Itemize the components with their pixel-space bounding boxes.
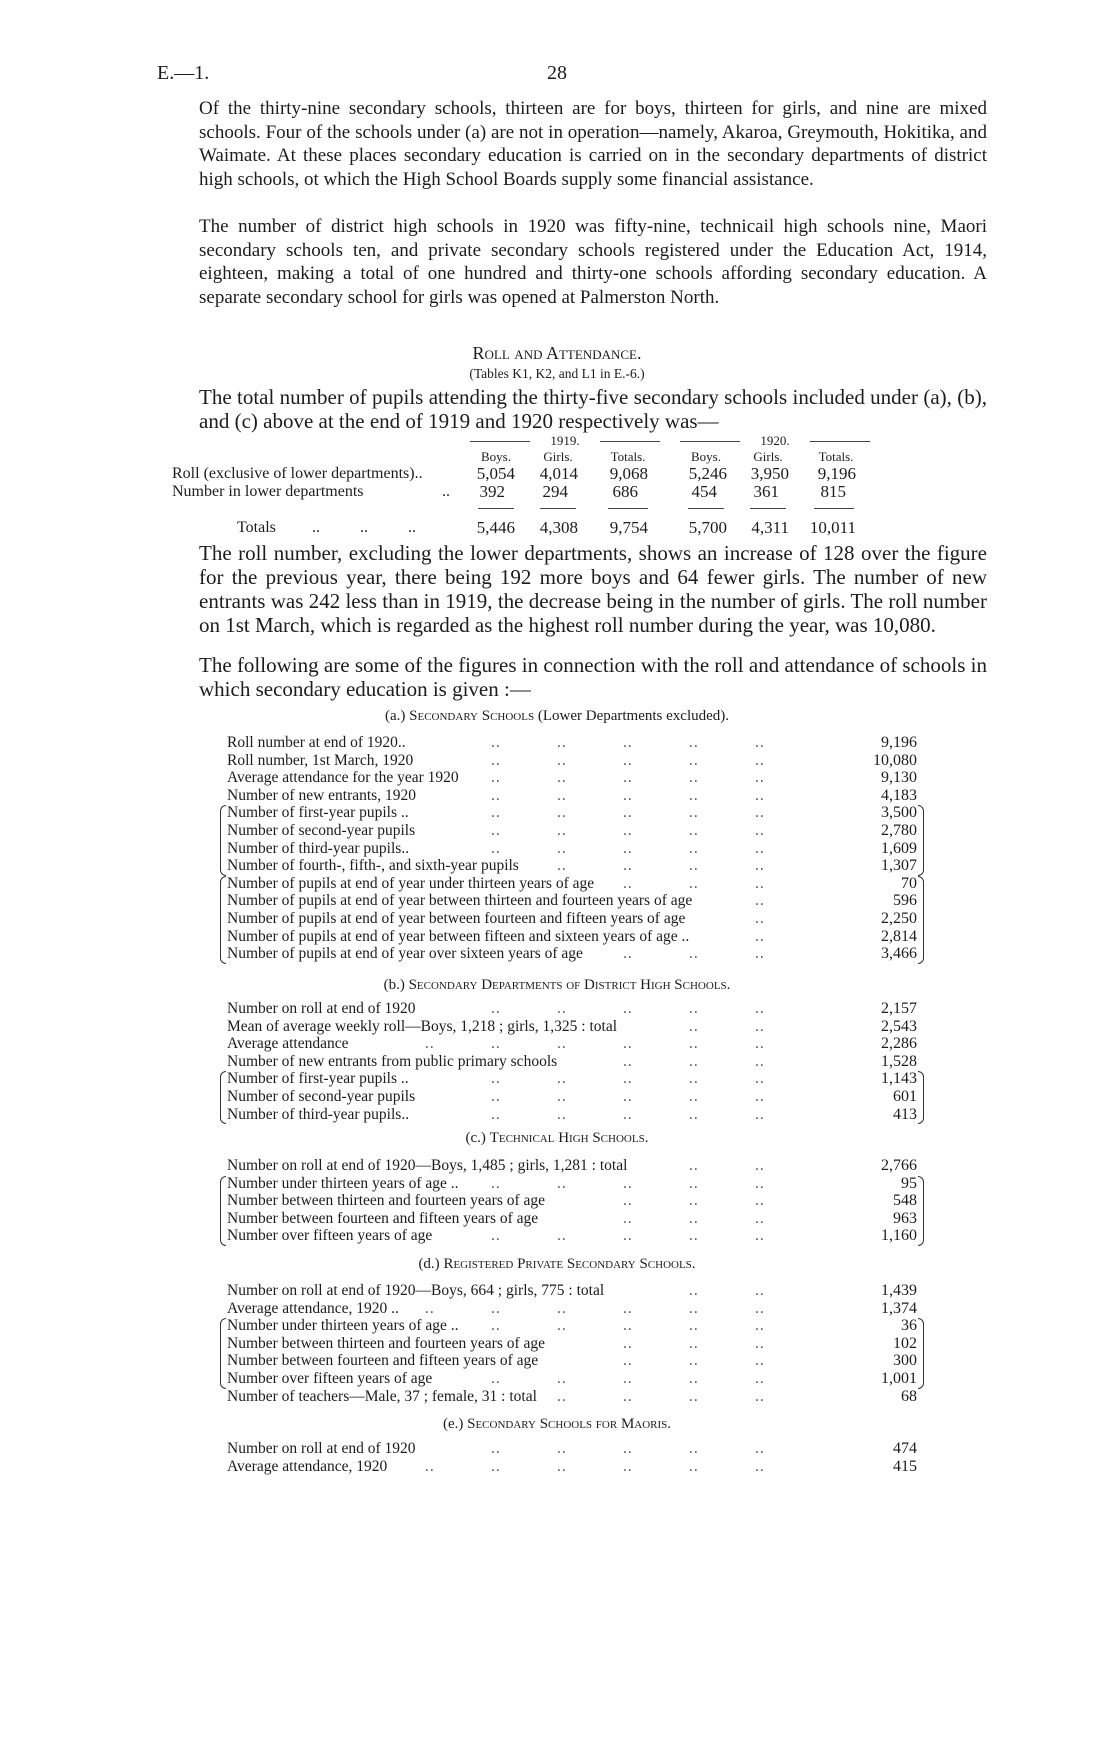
right-brace: [918, 1071, 924, 1124]
intro-paragraph-1: Of the thirty-nine secondary schools, thirteen are for boys, thirteen for girls, and nine are mixed schools. Four of the schools under (a) are not in operation—namely, Akaroa, Greymouth, Hokitika, and Waimate. At these places secondary education is carried on in the secondary departments of district high schools, ot which the High School Boards supply some financial assistance.: [199, 98, 987, 190]
section-title-text: Registered Private Secondary Schools.: [443, 1256, 696, 1272]
section-title: [0, 708, 1114, 725]
stat-value: 1,609: [881, 839, 917, 857]
stat-label: Mean of average weekly roll—Boys, 1,218 ; girls, 1,325 : total: [227, 1017, 618, 1035]
totals-dots: .. .. ..: [312, 519, 416, 536]
stat-row: Number of pupils at end of year between thirteen and fourteen years of age 596 ..: [227, 892, 917, 910]
stat-label: Number on roll at end of 1920—Boys, 664 ; girls, 775 : total: [227, 1282, 605, 1299]
stat-row: Number under thirteen years of age .. 95 .. .. .. .. ..: [227, 1174, 917, 1192]
stat-value: 2,814: [881, 927, 917, 945]
stat-row: Number of fourth-, fifth-, and sixth-year pupils 1,307 .. .. .. ..: [227, 857, 917, 875]
section-suffix: (Lower Departments excluded).: [534, 708, 730, 724]
stat-row: Average attendance 2,286 .. .. .. .. .. ..: [227, 1035, 917, 1053]
stat-value: 300: [893, 1352, 917, 1370]
left-brace: [220, 876, 226, 964]
section-prefix: (e.): [442, 1416, 468, 1432]
col-girls-1919: Girls.: [543, 449, 573, 464]
row-label: Number in lower departments: [172, 483, 364, 500]
stat-row: Number of new entrants, 1920 4,183 .. .. .. .. ..: [227, 786, 917, 804]
col-girls-1920: Girls.: [753, 449, 783, 464]
totals-label: Totals: [237, 519, 276, 536]
stat-value: 2,286: [881, 1035, 917, 1053]
right-brace: [918, 1318, 924, 1388]
year-1920: 1920.: [680, 433, 870, 449]
stat-value: 9,196: [881, 734, 917, 751]
following-paragraph: The following are some of the figures in connection with the roll and attendance of schools in which secondary education is given :—: [199, 653, 987, 701]
stat-row: Number on roll at end of 1920 474 .. .. .. .. ..: [227, 1440, 917, 1457]
stat-label: Number of third-year pupils..: [227, 1105, 410, 1123]
stat-label: Number of fourth-, fifth-, and sixth-year pupils: [227, 857, 519, 875]
roll-paragraph: The roll number, excluding the lower departments, shows an increase of 128 over the figure for the previous year, there being 192 more boys and 64 fewer girls. The number of new entrants was 242 less than in 1919, the decrease being in the number of girls. The roll number on 1st March, which is regarded as the highest roll number during the year, was 10,080.: [199, 541, 987, 637]
section-title: [0, 1416, 1114, 1433]
left-brace: [220, 805, 226, 875]
stat-value: 2,780: [881, 822, 917, 839]
stat-value: 10,080: [873, 751, 917, 769]
stat-value: 95: [901, 1174, 917, 1192]
stat-row: Number on roll at end of 1920 2,157 .. .. .. .. ..: [227, 1000, 917, 1017]
stat-label: Number of third-year pupils..: [227, 839, 410, 857]
stat-value: 2,157: [881, 1000, 917, 1017]
stat-row: Number under thirteen years of age .. 36 .. .. .. .. ..: [227, 1317, 917, 1335]
stat-row: Number of new entrants from public primary schools 1,528 .. .. ..: [227, 1052, 917, 1070]
cell: 5,246: [688, 464, 727, 483]
stat-label: Average attendance, 1920: [227, 1457, 388, 1475]
section-title: [0, 1130, 1114, 1147]
cell: 4,311: [751, 518, 789, 537]
stat-row: Number between fourteen and fifteen years of age 963 .. .. ..: [227, 1209, 917, 1227]
stat-value: 413: [893, 1105, 917, 1123]
stat-label: Number of second-year pupils: [227, 822, 416, 839]
section-title-text: Secondary Schools: [409, 708, 535, 724]
cell: 5,446: [476, 518, 515, 537]
stat-label: Number of pupils at end of year between thirteen and fourteen years of age: [227, 892, 693, 910]
stat-row: Number between thirteen and fourteen years of age 548 .. .. ..: [227, 1192, 917, 1210]
tables-note: (Tables K1, K2, and L1 in E.-6.): [469, 366, 645, 381]
stat-row: Number over fifteen years of age 1,160 .. .. .. .. ..: [227, 1227, 917, 1245]
stat-value: 1,439: [881, 1282, 917, 1299]
cell: 3,950: [750, 464, 789, 483]
stat-label: Roll number at end of 1920..: [227, 734, 406, 751]
stat-value: 2,543: [881, 1017, 917, 1035]
col-totals-1919: Totals.: [610, 449, 646, 464]
stat-value: 3,500: [881, 804, 917, 822]
section-title: [0, 1256, 1114, 1273]
rule: [688, 508, 724, 509]
stat-label: Number between fourteen and fifteen years of age: [227, 1209, 539, 1227]
stat-value: 102: [893, 1334, 917, 1352]
stat-value: 4,183: [881, 786, 917, 804]
col-totals-1920: Totals.: [818, 449, 854, 464]
section-title: [0, 977, 1114, 994]
section-title-text: Secondary Departments of District High Schools.: [408, 977, 731, 993]
stat-row: Number of pupils at end of year over sixteen years of age 3,466 .. .. ..: [227, 945, 917, 963]
stat-value: 36: [901, 1317, 917, 1335]
stat-label: Roll number, 1st March, 1920: [227, 751, 414, 769]
report-code: E.—1.: [157, 62, 210, 84]
stat-row: Number of second-year pupils 2,780 .. .. .. .. ..: [227, 822, 917, 839]
stat-label: Number of pupils at end of year over sixteen years of age: [227, 945, 583, 963]
stat-row: Mean of average weekly roll—Boys, 1,218 ; girls, 1,325 : total 2,543 .. ..: [227, 1017, 917, 1035]
stat-value: 68: [901, 1387, 917, 1405]
stat-label: Number under thirteen years of age ..: [227, 1174, 459, 1192]
stat-label: Number of first-year pupils ..: [227, 804, 409, 822]
section-title-text: Technical High Schools.: [489, 1130, 649, 1146]
section-prefix: (b.): [383, 977, 409, 993]
stat-row: Number of pupils at end of year between fifteen and sixteen years of age .. 2,814 ..: [227, 927, 917, 945]
stat-value: 963: [893, 1209, 917, 1227]
stat-label: Number of pupils at end of year between fifteen and sixteen years of age ..: [227, 927, 690, 945]
cell: 10,011: [809, 518, 856, 537]
row-label: Roll (exclusive of lower departments)..: [172, 465, 423, 482]
cell: 5,054: [476, 464, 515, 483]
stat-label: Number over fifteen years of age: [227, 1370, 433, 1387]
stat-label: Number over fifteen years of age: [227, 1227, 433, 1245]
stat-label: Number of pupils at end of year under thirteen years of age: [227, 874, 595, 892]
stat-value: 601: [893, 1088, 917, 1105]
stat-label: Number of second-year pupils: [227, 1088, 416, 1105]
stat-row: Roll number, 1st March, 1920 10,080 .. .. .. .. ..: [227, 751, 917, 769]
stat-row: Number of third-year pupils.. 1,609 .. .. .. .. ..: [227, 839, 917, 857]
year-1919: 1919.: [470, 433, 660, 449]
rule: [478, 508, 514, 509]
stat-value: 2,766: [881, 1157, 917, 1174]
right-brace: [918, 876, 924, 964]
cell: 686: [612, 482, 638, 501]
stat-row: Average attendance, 1920 415 .. .. .. .. .. ..: [227, 1457, 917, 1475]
stat-label: Number between thirteen and fourteen years of age: [227, 1192, 546, 1210]
section-title-text: Secondary Schools for Maoris.: [467, 1416, 672, 1432]
section-prefix: (d.): [418, 1256, 444, 1272]
stat-value: 1,160: [881, 1227, 917, 1245]
stat-row: Number of second-year pupils 601 .. .. .. .. ..: [227, 1088, 917, 1105]
stat-row: Number between thirteen and fourteen years of age 102 .. .. ..: [227, 1334, 917, 1352]
cell: 4,014: [539, 464, 578, 483]
stat-row: Number of first-year pupils .. 3,500 .. .. .. .. ..: [227, 804, 917, 822]
col-boys-1920: Boys.: [691, 449, 721, 464]
rule: [750, 508, 786, 509]
stat-row: Average attendance for the year 1920 9,130 .. .. .. .. ..: [227, 769, 917, 787]
stat-value: 1,528: [881, 1052, 917, 1070]
cell: 294: [542, 482, 568, 501]
page-number: 28: [547, 62, 567, 84]
stat-row: Number of third-year pupils.. 413 .. .. .. .. ..: [227, 1105, 917, 1123]
stat-row: Number of teachers—Male, 37 ; female, 31 : total 68 .. .. .. ..: [227, 1387, 917, 1405]
stat-row: Number of pupils at end of year under thirteen years of age 70 .. .. ..: [227, 874, 917, 892]
cell: 361: [753, 482, 779, 501]
stat-row: Number of pupils at end of year between fourteen and fifteen years of age 2,250 ..: [227, 910, 917, 927]
roll-lead-paragraph: The total number of pupils attending the thirty-five secondary schools included under (a), (b), and (c) above at the end of 1919 and 1920 respectively was—: [199, 385, 987, 433]
stat-value: 1,374: [881, 1299, 917, 1317]
cell: 9,068: [609, 464, 648, 483]
cell: 4,308: [539, 518, 578, 537]
stat-label: Number of pupils at end of year between fourteen and fifteen years of age: [227, 910, 686, 927]
section-prefix: (c.): [465, 1130, 490, 1146]
stat-value: 1,307: [881, 857, 917, 875]
cell: 454: [691, 482, 717, 501]
right-brace: [918, 1176, 924, 1246]
cell: 9,196: [817, 464, 856, 483]
cell: 815: [820, 482, 846, 501]
stat-label: Number of teachers—Male, 37 ; female, 31 : total: [227, 1387, 537, 1405]
row-dots: ..: [442, 483, 450, 500]
stat-row: Number on roll at end of 1920—Boys, 664 ; girls, 775 : total 1,439 .. ..: [227, 1282, 917, 1299]
stat-row: Number of first-year pupils .. 1,143 .. .. .. .. ..: [227, 1070, 917, 1088]
stat-value: 2,250: [881, 910, 917, 927]
left-brace: [220, 1176, 226, 1246]
rule: [540, 508, 576, 509]
stat-value: 548: [893, 1192, 917, 1210]
stat-label: Number under thirteen years of age ..: [227, 1317, 459, 1335]
stat-row: Roll number at end of 1920.. 9,196 .. .. .. .. ..: [227, 734, 917, 751]
rule: [608, 508, 648, 509]
stat-label: Number on roll at end of 1920: [227, 1440, 416, 1457]
cell: 392: [479, 482, 505, 501]
rule: [814, 508, 854, 509]
stat-label: Average attendance, 1920 ..: [227, 1299, 399, 1317]
intro-paragraph-2: The number of district high schools in 1920 was fifty-nine, technicail high schools nine, Maori secondary schools ten, and private secondary schools registered under the Education Act, 1914, eighteen, making a total of one hundred and thirty-one schools affording secondary education. A separate secondary school for girls was opened at Palmerston North.: [199, 216, 987, 308]
stat-label: Number on roll at end of 1920—Boys, 1,485 ; girls, 1,281 : total: [227, 1157, 628, 1174]
stat-row: Average attendance, 1920 .. 1,374 .. .. .. .. .. ..: [227, 1299, 917, 1317]
left-brace: [220, 1318, 226, 1388]
stat-label: Number of first-year pupils ..: [227, 1070, 409, 1088]
stat-label: Number of new entrants from public primary schools: [227, 1052, 558, 1070]
stat-value: 3,466: [881, 945, 917, 963]
stat-value: 1,143: [881, 1070, 917, 1088]
stat-value: 415: [893, 1457, 917, 1475]
stat-row: Number on roll at end of 1920—Boys, 1,485 ; girls, 1,281 : total 2,766 .. ..: [227, 1157, 917, 1174]
stat-row: Number between fourteen and fifteen years of age 300 .. .. ..: [227, 1352, 917, 1370]
left-brace: [220, 1071, 226, 1124]
right-brace: [918, 805, 924, 875]
stat-label: Number between thirteen and fourteen years of age: [227, 1334, 546, 1352]
cell: 5,700: [688, 518, 727, 537]
stat-value: 9,130: [881, 769, 917, 787]
stat-value: 474: [893, 1440, 917, 1457]
stat-label: Number on roll at end of 1920: [227, 1000, 416, 1017]
stat-value: 70: [901, 874, 917, 892]
stat-value: 1,001: [881, 1370, 917, 1387]
stat-label: Average attendance for the year 1920: [227, 769, 459, 787]
cell: 9,754: [609, 518, 648, 537]
stat-label: Number of new entrants, 1920: [227, 786, 416, 804]
col-boys-1919: Boys.: [481, 449, 511, 464]
stat-row: Number over fifteen years of age 1,001 .. .. .. .. ..: [227, 1370, 917, 1387]
stat-label: Number between fourteen and fifteen years of age: [227, 1352, 539, 1370]
roll-heading: Roll and Attendance.: [472, 343, 642, 363]
stat-label: Average attendance: [227, 1035, 349, 1053]
stat-value: 596: [893, 892, 917, 910]
section-prefix: (a.): [384, 708, 410, 724]
